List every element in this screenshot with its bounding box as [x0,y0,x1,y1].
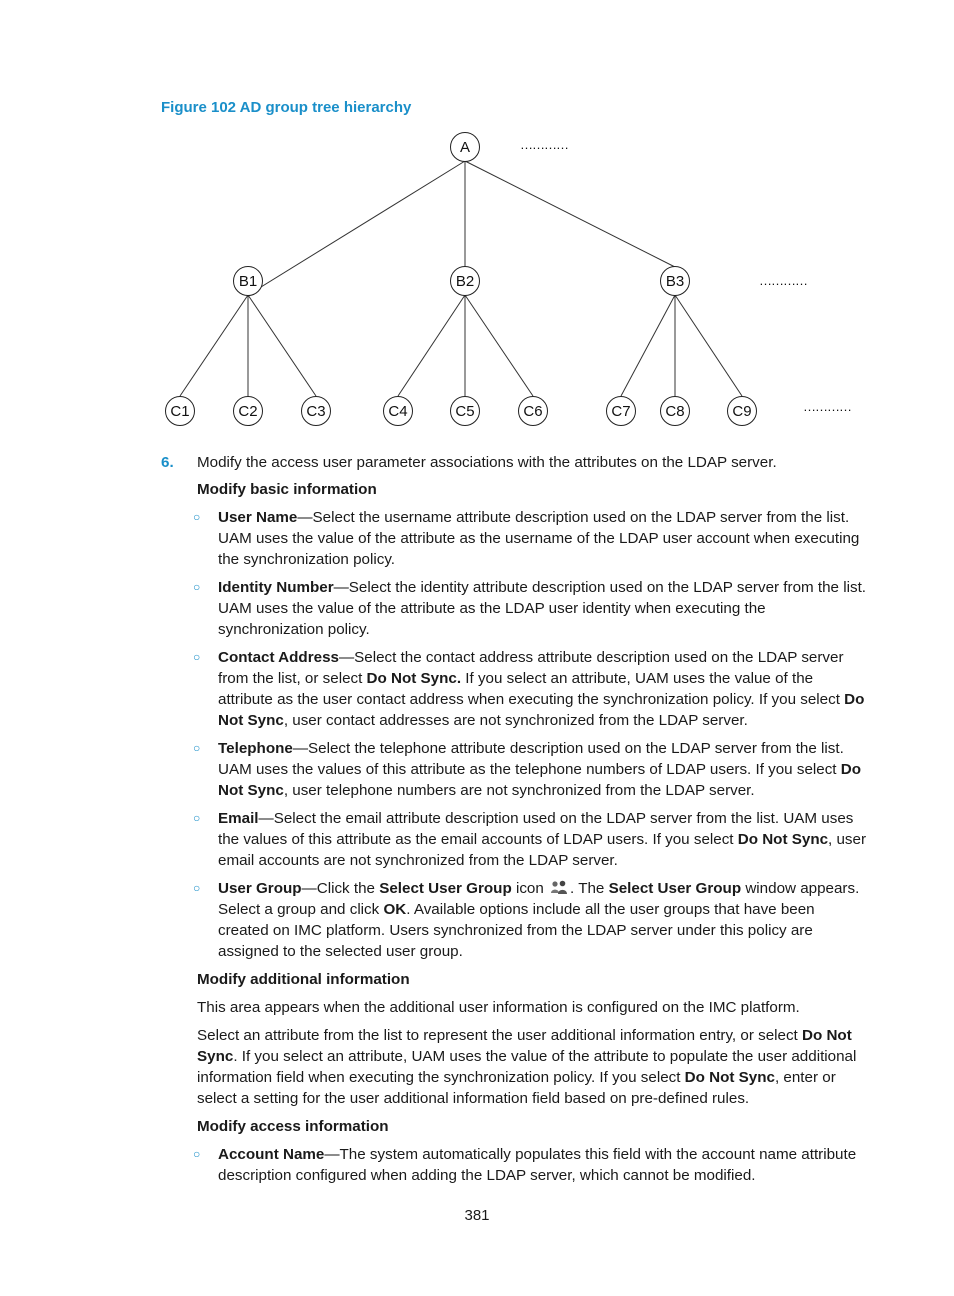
heading-additional-info: Modify additional information [197,971,410,988]
edge-a-b1 [248,161,465,295]
paragraph-additional-1: This area appears when the additional user information is configured on the IMC platform. [197,999,800,1016]
svg-text:C8: C8 [665,403,685,420]
term: Email [218,810,259,827]
description: . The [570,880,609,897]
step-text: Modify the access user parameter associations with the attributes on the LDAP server. [197,454,777,471]
option-name: Do Not Sync [218,691,865,729]
description: If you select an attribute, UAM uses the value of the attribute as the user contact address when executing the synchronization policy. If you select [218,670,845,708]
svg-text:C4: C4 [388,403,408,420]
edge-b1-c3 [248,295,316,396]
term: Identity Number [218,579,334,596]
option-name: Do Not Sync. [366,670,462,687]
access-info-list [193,1144,867,1186]
edge-b3-c9 [675,295,742,396]
term: Account Name [218,1146,325,1163]
option-name: Do Not Sync [197,1027,852,1065]
ui-label: Select User Group [379,880,512,897]
description: , user telephone numbers are not synchronized from the LDAP server. [283,782,755,799]
description: icon [511,880,549,897]
tree-node-b2 [451,267,480,296]
description: , user contact addresses are not synchronized from the LDAP server. [283,712,748,729]
text: Select an attribute from the list to represent the user additional information entry, or select [197,1027,802,1044]
option-name: Do Not Sync [737,831,829,848]
tree-node-c4 [384,397,413,426]
description: window appears. Select a group and click [218,880,860,918]
edge-b2-c6 [465,295,533,396]
tree-node-c5 [451,397,480,426]
description: . Available options include all the user groups that have been created on IMC platform. Users synchronized from the LDAP server under this policy are assigned to the selected user group. [218,901,815,960]
edge-a-b3 [465,161,675,267]
description: —Select the contact address attribute description used on the LDAP server from the list, or select [218,649,844,687]
heading-access-info: Modify access information [197,1118,389,1135]
svg-text:C1: C1 [170,403,190,420]
description: —Select the username attribute description used on the LDAP server from the list. UAM uses the value of the attribute as the username of the LDAP user account when executing the synchronization policy. [218,509,860,568]
description: —Select the telephone attribute description used on the LDAP server from the list. UAM uses the values of this attribute as the telephone numbers of LDAP users. If you select [218,740,844,778]
ellipsis-level2: ………… [759,273,807,288]
tree-node-c3 [302,397,331,426]
bullet-icon: ○ [193,881,201,895]
svg-text:B2: B2 [455,273,475,290]
svg-text:A: A [459,139,471,156]
term: Telephone [218,740,293,757]
tree-node-c1 [166,397,195,426]
tree-node-c8 [661,397,690,426]
ad-group-tree-diagram [0,0,954,440]
bullet-icon: ○ [193,650,201,664]
basic-info-list [193,507,867,962]
term: Contact Address [218,649,339,666]
svg-text:C7: C7 [611,403,631,420]
svg-text:B1: B1 [238,273,258,290]
text: . If you select an attribute, UAM uses the value of the attribute to populate the user additional information field when executing the synchronization policy. If you select [197,1048,857,1086]
list-item-user-name [193,507,867,570]
list-item-telephone [193,738,867,801]
svg-text:C3: C3 [306,403,326,420]
tree-node-c2 [234,397,263,426]
svg-text:B3: B3 [665,273,685,290]
step-number: 6. [161,454,174,471]
paragraph-additional-2 [197,1025,867,1109]
bullet-icon: ○ [193,1147,201,1161]
term: User Group [218,880,302,897]
svg-text:C6: C6 [523,403,543,420]
tree-node-c7 [607,397,636,426]
svg-text:C2: C2 [238,403,258,420]
tree-node-b3 [661,267,690,296]
text: , enter or select a setting for the user additional information field based on pre-defined rules. [197,1069,836,1107]
tree-node-a [451,133,480,162]
term: User Name [218,509,298,526]
description: —Select the identity attribute description used on the LDAP server from the list. UAM uses the value of the attribute as the LDAP user identity when executing the synchronization policy. [218,579,867,638]
figure-caption: Figure 102 AD group tree hierarchy [161,99,412,116]
ui-label: Select User Group [608,880,742,897]
list-item-account-name [193,1144,867,1186]
description: , user email accounts are not synchronized from the LDAP server. [218,831,867,869]
step-body [193,479,867,1193]
heading-basic-info: Modify basic information [197,481,377,498]
list-item-user-group [193,878,867,962]
ellipsis-level3: ………… [803,399,851,414]
svg-text:C9: C9 [732,403,752,420]
description: —Click the [301,880,380,897]
tree-node-b1 [234,267,263,296]
description: —The system automatically populates this field with the account name attribute description configured when adding the LDAP server, which cannot be modified. [218,1146,857,1184]
user-group-icon [550,880,568,895]
list-item-identity-number [193,577,867,640]
page-number: 381 [464,1207,490,1224]
edge-b2-c4 [398,295,465,396]
list-item-email [193,808,867,871]
bullet-icon: ○ [193,580,201,594]
edge-b3-c7 [621,295,675,396]
description: —Select the email attribute description used on the LDAP server from the list. UAM uses the values of this attribute as the email accounts of LDAP users. If you select [218,810,854,848]
ui-label: OK [383,901,407,918]
option-name: Do Not Sync [684,1069,775,1086]
tree-node-c9 [728,397,757,426]
list-item-contact-address [193,647,867,731]
option-name: Do Not Sync [218,761,861,799]
bullet-icon: ○ [193,741,201,755]
bullet-icon: ○ [193,510,201,524]
tree-node-c6 [519,397,548,426]
edge-b1-c1 [180,295,248,396]
svg-text:C5: C5 [455,403,475,420]
bullet-icon: ○ [193,811,201,825]
ellipsis-level1: ………… [520,137,568,152]
